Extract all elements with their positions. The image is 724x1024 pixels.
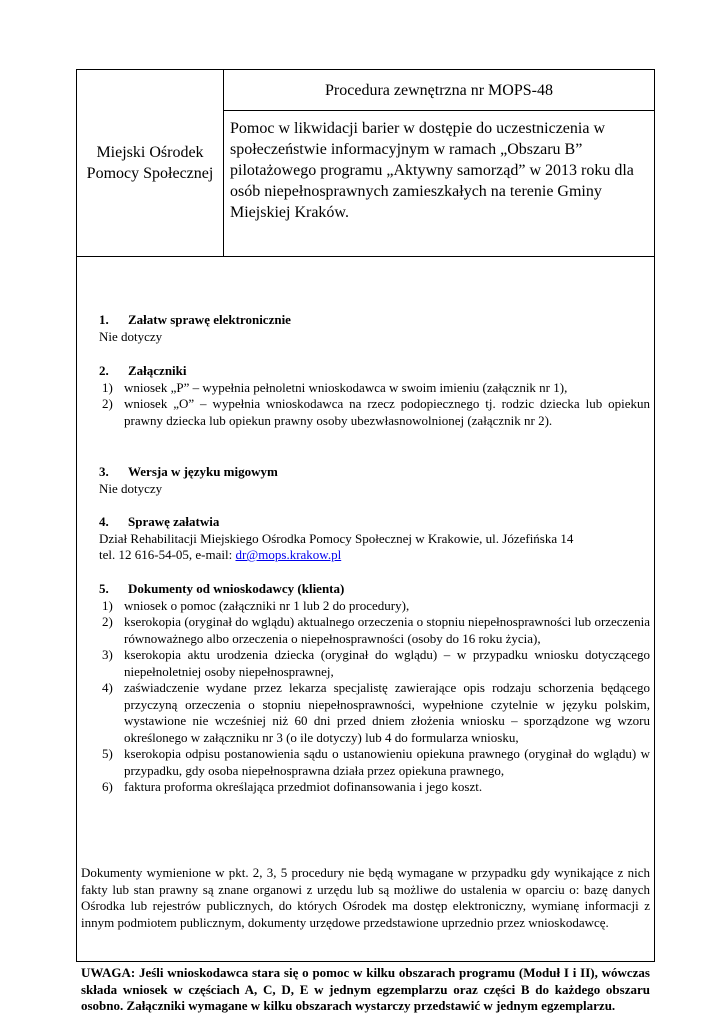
section-1-heading	[99, 312, 650, 329]
list-item	[77, 598, 650, 615]
section-5-heading	[99, 581, 650, 598]
section-4-title: Sprawę załatwia	[128, 514, 220, 529]
section-1	[99, 312, 650, 345]
institution-name	[77, 70, 224, 256]
list-item-number: 4)	[102, 680, 113, 695]
documents-note: Dokumenty wymienione w pkt. 2, 3, 5 procedury nie będą wymagane w przypadku gdy wynikające z nich fakty lub stan prawny są znane organowi z urzędu lub są możliwe do ustalenia w oparciu o: bazę danych Ośrodka lub rejestrów publicznych, do których Ośrodek ma dostęp elektroniczny, wymianę informacji z innym podmiotem publicznym, dokumenty urzędowe przedstawione uprzednio przez wnioskodawcę.	[81, 865, 650, 930]
list-item-number: 2)	[102, 614, 113, 629]
list-item-text: kserokopia (oryginał do wglądu) aktualnego orzeczenia o stopniu niepełnosprawności lub orzeczenia równoważnego albo orzeczenia o niepełnosprawności (osoby do 16 roku życia),	[124, 614, 650, 646]
list-item	[77, 779, 650, 796]
documents-list	[77, 598, 650, 796]
procedure-document	[76, 69, 655, 1013]
list-item-text: zaświadczenie wydane przez lekarza specjalistę zawierające opis rodzaju schorzenia będącego przyczyną orzeczenia o stopniu niepełnosprawności, wypełnione czytelnie w języku polskim, wystawione nie wcześniej niż 60 dni przed dniem złożenia wniosku – sporządzone wg wzoru określonego w załączniku nr 3 (o ile dotyczy) lub 4 do formularza wniosku,	[124, 680, 650, 745]
section-3	[99, 464, 650, 497]
list-item-number: 2)	[102, 396, 113, 411]
institution-label: Miejski Ośrodek Pomocy Społecznej	[86, 144, 214, 182]
list-item-number: 1)	[102, 597, 113, 613]
section-3-heading	[99, 464, 650, 481]
list-item-text: wniosek „P” – wypełnia pełnoletni wnioskodawca w swoim imieniu (załącznik nr 1),	[124, 379, 568, 395]
section-2	[99, 363, 650, 429]
list-item-number: 5)	[102, 746, 113, 761]
section-5-number: 5.	[99, 581, 109, 596]
section-1-text: Nie dotyczy	[99, 328, 163, 344]
list-item	[77, 380, 650, 397]
section-3-title: Wersja w języku migowym	[128, 464, 278, 479]
email-link[interactable]: dr@mops.krakow.pl	[235, 547, 342, 562]
document-body	[77, 257, 654, 1013]
section-4-heading	[99, 514, 650, 531]
list-item-text: kserokopia aktu urodzenia dziecka (oryginał do wglądu) – w przypadku wniosku dotyczącego niepełnoletniej osoby niepełnosprawnej,	[124, 647, 650, 679]
header-table	[77, 70, 654, 257]
header-right	[224, 70, 654, 256]
section-5-title: Dokumenty od wnioskodawcy (klienta)	[128, 581, 345, 596]
section-3-number: 3.	[99, 464, 109, 479]
procedure-description: Pomoc w likwidacji barier w dostępie do uczestniczenia w społeczeństwie informacyjnym w ramach „Obszaru B” pilotażowego programu „Aktywny samorząd” w 2013 roku dla osób niepełnosprawnych zamieszkałych na terenie Gminy Miejskiej Kraków.	[230, 120, 634, 221]
list-item-text: faktura proforma określająca przedmiot dofinansowania i jego koszt.	[124, 779, 483, 794]
list-item-text: wniosek o pomoc (załączniki nr 1 lub 2 do procedury),	[124, 597, 410, 613]
section-1-number: 1.	[99, 312, 109, 327]
list-item-text: kserokopia odpisu postanowienia sądu o ustanowieniu opiekuna prawnego (oryginał do wglądu) w przypadku, gdy osoba niepełnosprawna działa przez opiekuna prawnego,	[124, 746, 650, 778]
section-2-title: Załączniki	[128, 363, 187, 378]
section-4	[99, 514, 650, 564]
list-item	[77, 614, 650, 647]
list-item	[77, 680, 650, 746]
phone-text: tel. 12 616-54-05, e-mail:	[99, 547, 236, 562]
section-2-heading	[99, 363, 650, 380]
section-1-title: Załatw sprawę elektronicznie	[128, 312, 291, 327]
section-3-text: Nie dotyczy	[99, 480, 163, 496]
list-item-number: 3)	[102, 647, 113, 662]
list-item-number: 6)	[102, 779, 113, 794]
section-5	[99, 581, 650, 796]
section-4-address: Dział Rehabilitacji Miejskiego Ośrodka Pomocy Społecznej w Krakowie, ul. Józefińska 14	[99, 530, 574, 546]
list-item	[77, 396, 650, 429]
section-4-number: 4.	[99, 514, 109, 529]
list-item-number: 1)	[102, 379, 113, 395]
section-4-contact	[99, 547, 650, 564]
procedure-title: Procedura zewnętrzna nr MOPS-48	[224, 70, 654, 111]
list-item	[77, 647, 650, 680]
warning-note: UWAGA: Jeśli wnioskodawca stara się o pomoc w kilku obszarach programu (Moduł I i II), wówczas składa wniosek w częściach A, C, D, E w jednym egzemplarzu oraz części B do każdego obszaru osobno. Załączniki wymagane w kilku obszarach wystarczy przedstawić w jednym egzemplarzu.	[81, 965, 650, 1013]
list-item	[77, 746, 650, 779]
list-item-text: wniosek „O” – wypełnia wnioskodawca na rzecz podopiecznego tj. rodzic dziecka lub opiekun prawny dziecka lub opiekun prawny osoby ubezwłasnowolnionej (załącznik nr 2).	[124, 396, 650, 428]
section-2-number: 2.	[99, 363, 109, 378]
attachments-list	[77, 380, 650, 430]
